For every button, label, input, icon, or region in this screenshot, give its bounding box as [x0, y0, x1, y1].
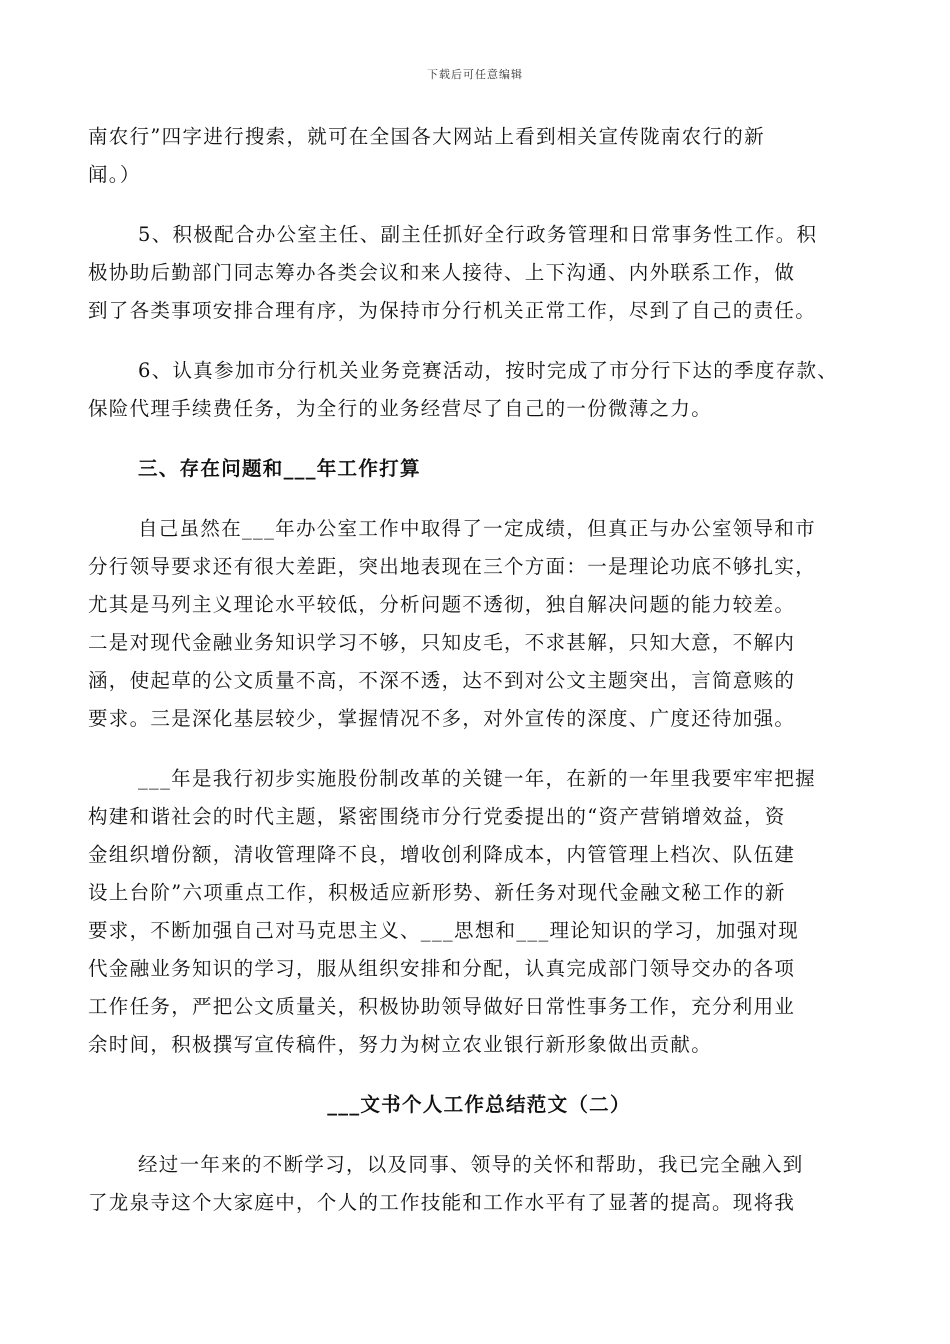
paragraph-line: 自己虽然在___年办公室工作中取得了一定成绩，但真正与办公室领导和市	[138, 517, 816, 540]
paragraph-1	[88, 118, 870, 194]
paragraph-item-5	[88, 216, 870, 330]
paragraph-item-6	[88, 352, 870, 428]
paragraph-line: 保险代理手续费任务，为全行的业务经营尽了自己的一份微薄之力。	[88, 397, 713, 420]
paragraph-line: 尤其是马列主义理论水平较低，分析问题不透彻，独自解决问题的能力较差。	[88, 593, 796, 616]
paragraph-line: 构建和谐社会的时代主题，紧密围绕市分行党委提出的“资产营销增效益，资	[88, 805, 786, 828]
paragraph-line: ___年是我行初步实施股份制改革的关键一年，在新的一年里我要牢牢把握	[138, 767, 816, 790]
paragraph-line: 到了各类事项安排合理有序，为保持市分行机关正常工作，尽到了自己的责任。	[88, 299, 817, 322]
paragraph-line: 极协助后勤部门同志筹办各类会议和来人接待、上下沟通、内外联系工作，做	[88, 261, 796, 284]
paragraph-intro-2	[88, 1146, 870, 1222]
paragraph-line: 闻。）	[88, 163, 141, 186]
paragraph-line: 了龙泉寺这个大家庭中，个人的工作技能和工作水平有了显著的提高。现将我	[88, 1191, 796, 1214]
document-body	[88, 118, 870, 1244]
paragraph-problems	[88, 510, 870, 738]
paragraph-line: 金组织增份额，清收管理降不良，增收创利降成本，内管管理上档次、队伍建	[88, 843, 796, 866]
paragraph-line: 设上台阶”六项重点工作，积极适应新形势、新任务对现代金融文秘工作的新	[88, 881, 786, 904]
paragraph-line: 5、积极配合办公室主任、副主任抓好全行政务管理和日常事务性工作。积	[138, 223, 818, 246]
paragraph-line: 要求，不断加强自己对马克思主义、___思想和___理论知识的学习，加强对现	[88, 919, 800, 942]
paragraph-line: 经过一年来的不断学习，以及同事、领导的关怀和帮助，我已完全融入到	[138, 1153, 804, 1176]
paragraph-line: 二是对现代金融业务知识学习不够，只知皮毛，不求甚解，只知大意，不解内	[88, 631, 796, 654]
paragraph-plans	[88, 760, 870, 1064]
paragraph-line: 南农行”四字进行搜索，就可在全国各大网站上看到相关宣传陇南农行的新	[88, 125, 765, 148]
section-heading-3: 三、存在问题和___年工作打算	[138, 457, 421, 480]
paragraph-line: 涵，使起草的公文质量不高，不深不透，达不到对公文主题突出，言简意赅的	[88, 669, 796, 692]
paragraph-line: 代金融业务知识的学习，服从组织安排和分配，认真完成部门领导交办的各项	[88, 957, 796, 980]
paragraph-line: 余时间，积极撰写宣传稿件，努力为树立农业银行新形象做出贡献。	[88, 1033, 713, 1056]
paragraph-line: 6、认真参加市分行机关业务竞赛活动，按时完成了市分行下达的季度存款、	[138, 359, 839, 382]
paragraph-line: 分行领导要求还有很大差距，突出地表现在三个方面：一是理论功底不够扎实，	[88, 555, 817, 578]
document-title-2: ___文书个人工作总结范文（二）	[327, 1093, 631, 1116]
paragraph-line: 工作任务，严把公文质量关，积极协助领导做好日常性事务工作，充分利用业	[88, 995, 796, 1018]
paragraph-line: 要求。三是深化基层较少，掌握情况不多，对外宣传的深度、广度还待加强。	[88, 707, 796, 730]
page-header: 下载后可任意编辑	[427, 68, 523, 81]
